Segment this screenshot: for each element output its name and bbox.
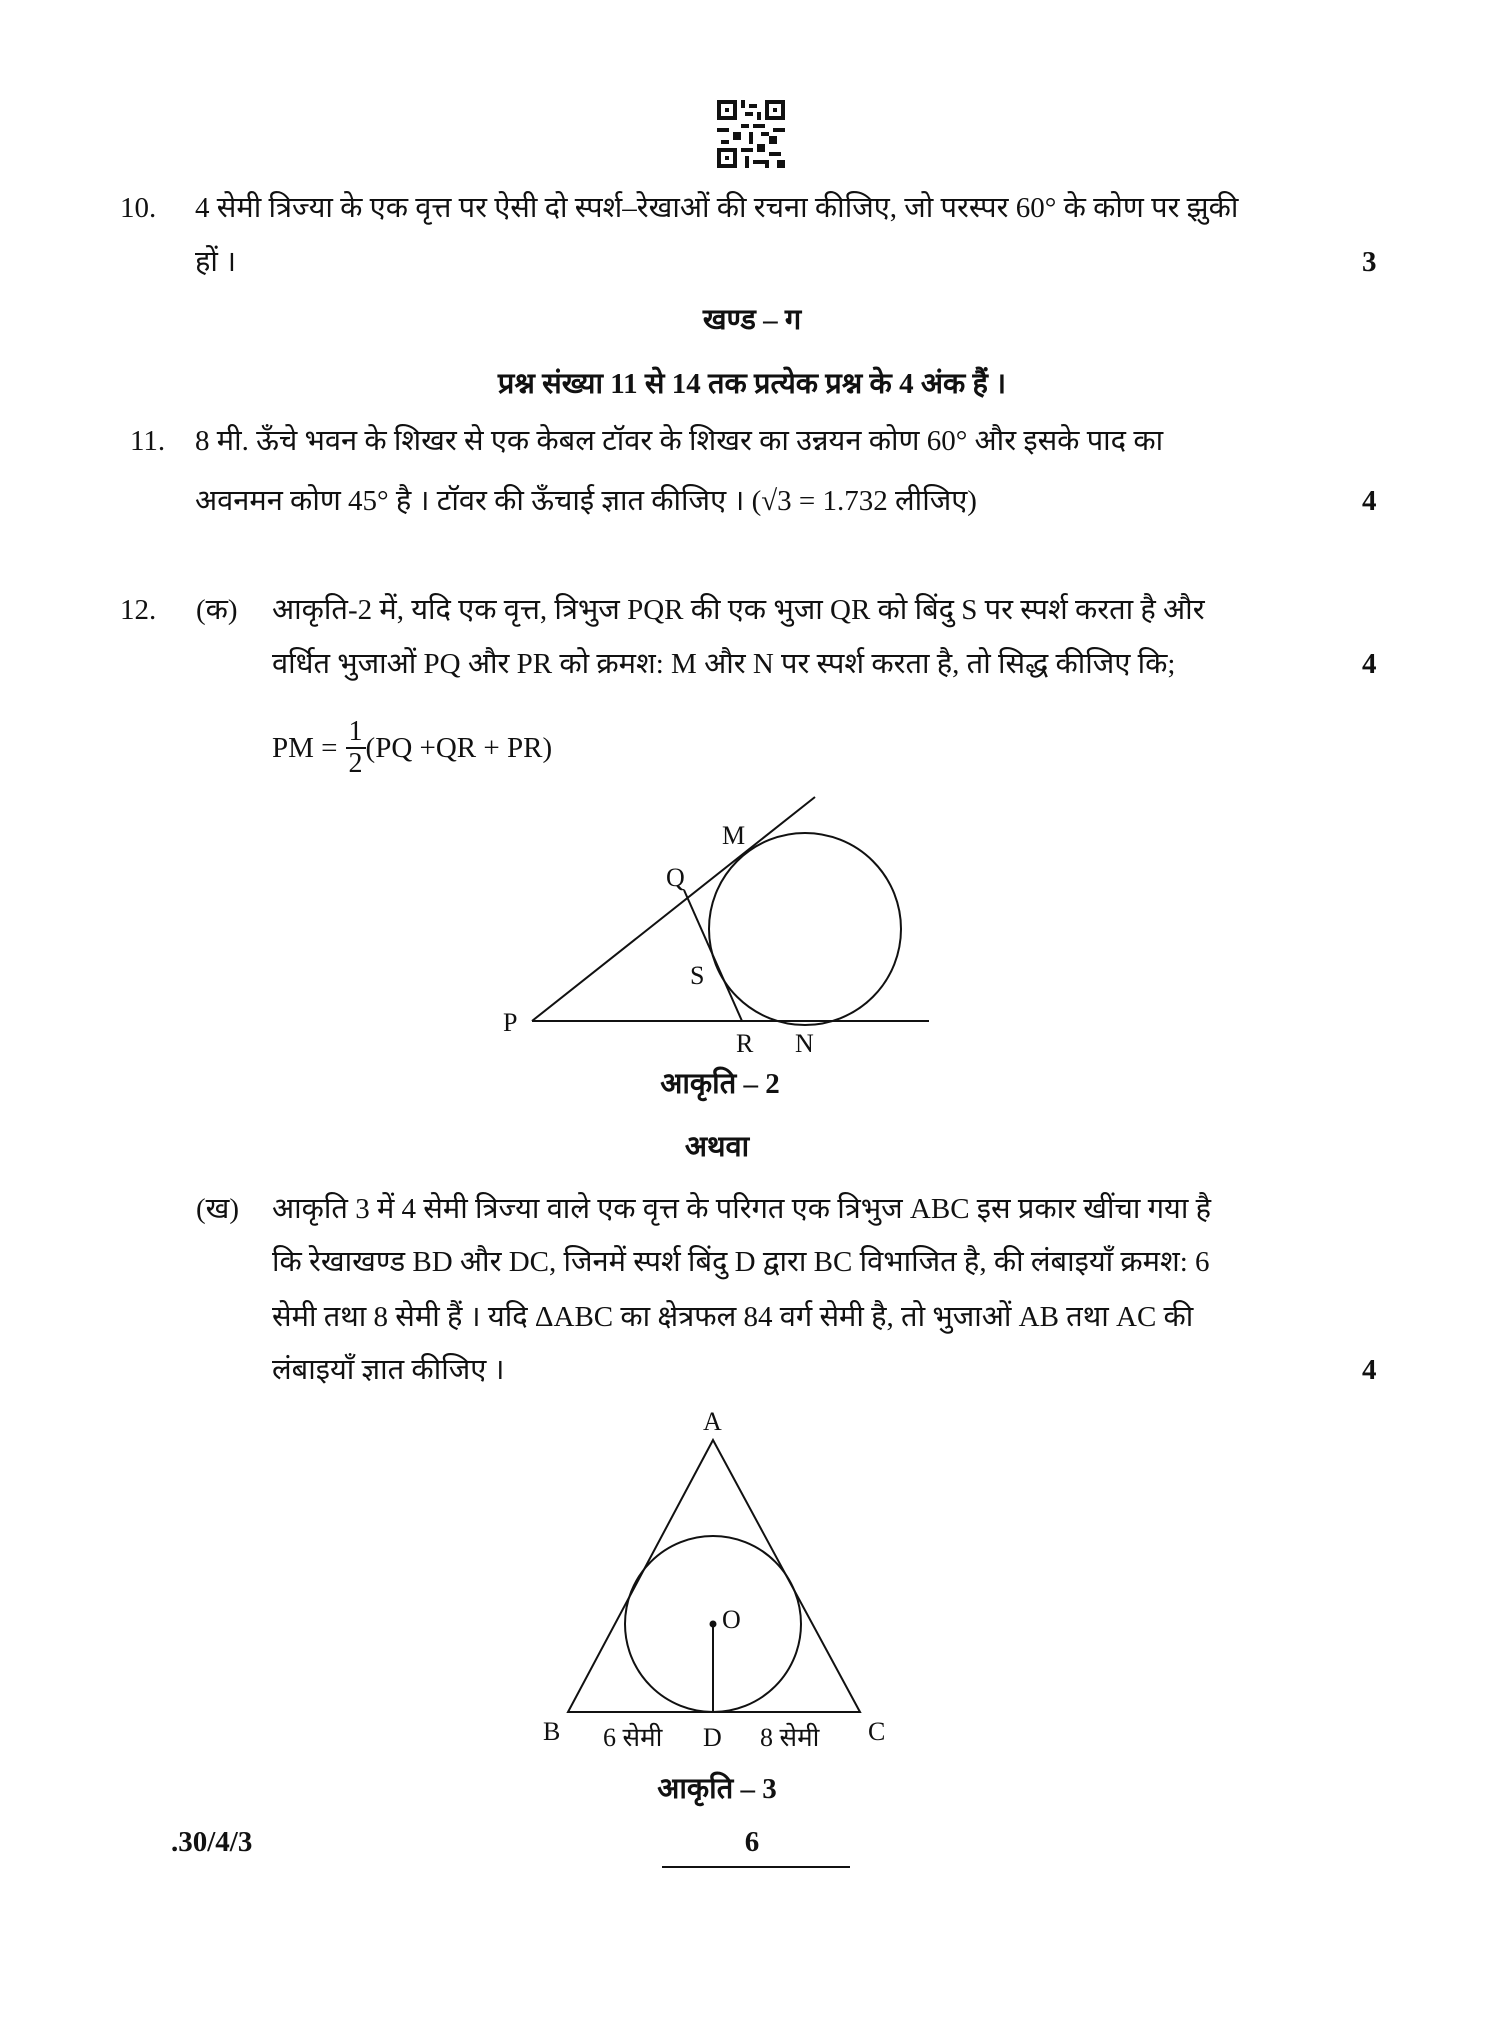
figure-2-caption: आकृति – 2 <box>660 1068 780 1100</box>
incircle <box>625 1536 801 1712</box>
center-o-dot <box>710 1621 717 1628</box>
formula-rhs: (PQ +QR + PR) <box>365 731 553 764</box>
q12-number: 12. <box>120 594 157 626</box>
q12b-marks: 4 <box>1362 1354 1377 1386</box>
label-n: N <box>795 1029 814 1058</box>
q12a-formula <box>272 708 552 788</box>
line-pm-extended <box>532 797 815 1021</box>
label-b: B <box>543 1717 561 1746</box>
qr-code-graphic <box>717 100 785 168</box>
q10-text-line2: हों । <box>195 246 237 278</box>
q12a-marks: 4 <box>1362 648 1377 680</box>
q12a-text-line2: वर्धित भुजाओं PQ और PR को क्रमश: M और N पर स्पर्श करता है, तो सिद्ध कीजिए कि; <box>272 648 1176 680</box>
label-bd-length: 6 सेमी <box>603 1723 663 1752</box>
paper-code: .30/4/3 <box>171 1826 253 1858</box>
q12a-text-line1: आकृति-2 में, यदि एक वृत्त, त्रिभुज PQR की एक भुजा QR को बिंदु S पर स्पर्श करता है और <box>272 594 1205 626</box>
q12b-text-line1: आकृति 3 में 4 सेमी त्रिज्या वाले एक वृत्त के परिगत एक त्रिभुज ABC इस प्रकार खींचा गया है <box>272 1193 1211 1225</box>
label-p: P <box>503 1008 518 1037</box>
q12b-text-line3: सेमी तथा 8 सेमी हैं । यदि ΔABC का क्षेत्रफल 84 वर्ग सेमी है, तो भुजाओं AB तथा AC की <box>272 1301 1194 1333</box>
figure-3-caption: आकृति – 3 <box>657 1773 777 1805</box>
label-q: Q <box>666 863 685 892</box>
label-s: S <box>690 961 705 990</box>
q12b-label: (ख) <box>196 1193 240 1225</box>
formula-fraction <box>346 717 366 779</box>
qr-code <box>717 100 785 168</box>
segment-qr <box>684 890 742 1021</box>
label-o: O <box>722 1605 741 1634</box>
formula-numerator: 1 <box>346 717 366 749</box>
q12a-label: (क) <box>196 594 238 626</box>
formula-lhs: PM = <box>272 731 338 764</box>
section-title: खण्ड – ग <box>702 304 802 336</box>
q10-text-line1: 4 सेमी त्रिज्या के एक वृत्त पर ऐसी दो स्पर्श–रेखाओं की रचना कीजिए, जो परस्पर 60° के कोण पर झुकी <box>195 192 1239 224</box>
label-r: R <box>736 1029 754 1058</box>
formula-denominator: 2 <box>348 748 363 779</box>
q12b-text-line4: लंबाइयाँ ज्ञात कीजिए । <box>272 1354 505 1386</box>
q11-text-line2: अवनमन कोण 45° है । टॉवर की ऊँचाई ज्ञात कीजिए । (√3 = 1.732 लीजिए) <box>195 485 977 517</box>
q10-marks: 3 <box>1362 246 1377 278</box>
label-c: C <box>868 1717 886 1746</box>
section-instruction: प्रश्न संख्या 11 से 14 तक प्रत्येक प्रश्न के 4 अंक हैं । <box>497 368 1007 400</box>
q11-marks: 4 <box>1362 485 1377 517</box>
circle-figure-2 <box>709 833 901 1025</box>
q12b-text-line2: कि रेखाखण्ड BD और DC, जिनमें स्पर्श बिंदु D द्वारा BC विभाजित है, की लंबाइयाँ क्रमश: 6 <box>272 1246 1210 1278</box>
label-a: A <box>703 1407 722 1436</box>
label-m: M <box>722 821 746 850</box>
or-label: अथवा <box>684 1131 750 1163</box>
label-dc-length: 8 सेमी <box>760 1723 820 1752</box>
footer-divider <box>662 1866 850 1868</box>
page-number: 6 <box>744 1826 760 1858</box>
triangle-abc <box>568 1440 860 1712</box>
label-d: D <box>703 1723 722 1752</box>
q10-number: 10. <box>120 192 157 224</box>
q11-text-line1: 8 मी. ऊँचे भवन के शिखर से एक केबल टॉवर के शिखर का उन्नयन कोण 60° और इसके पाद का <box>195 425 1164 457</box>
q11-number: 11. <box>130 425 166 457</box>
